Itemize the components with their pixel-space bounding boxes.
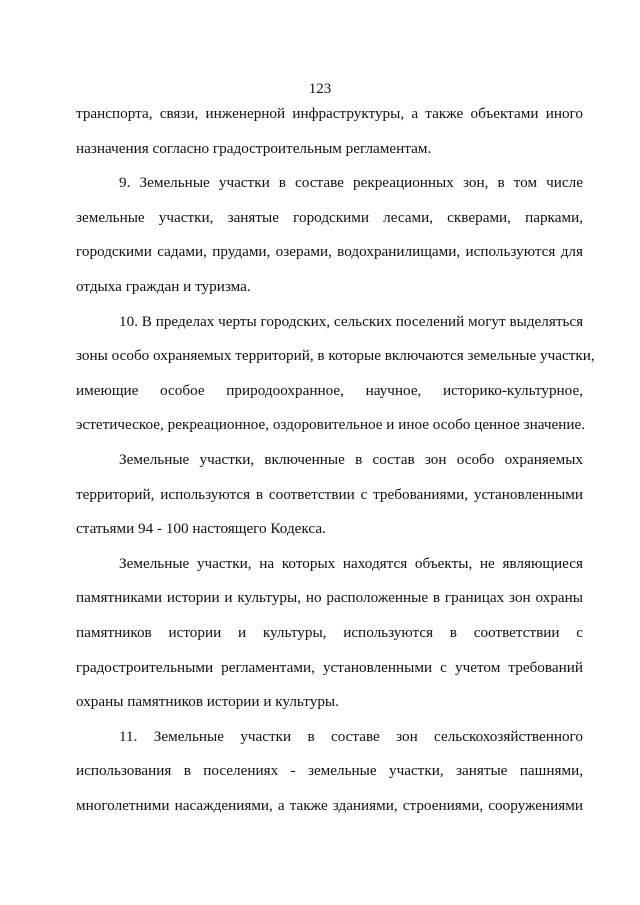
text-line-5: городскими садами, прудами, озерами, водохранилищами, используются для <box>76 243 583 261</box>
text-line-6: отдыха граждан и туризма. <box>76 277 251 295</box>
text-line-8: зоны особо охраняемых территорий, в которые включаются земельные участки, <box>76 347 595 365</box>
text-line-15: памятниками истории и культуры, но расположенные в границах зон охраны <box>76 589 583 607</box>
text-line-10: эстетическое, рекреационное, оздоровительное и иное особо ценное значение. <box>76 416 586 434</box>
text-line-19: 11. Земельные участки в составе зон сельскохозяйственного <box>119 727 583 745</box>
text-line-1: транспорта, связи, инженерной инфраструктуры, а также объектами иного <box>76 105 583 122</box>
text-line-21: многолетними насаждениями, а также зданиями, строениями, сооружениями <box>76 796 583 814</box>
text-line-7: 10. В пределах черты городских, сельских поселений могут выделяться <box>119 312 584 330</box>
text-line-20: использования в поселениях - земельные участки, занятые пашнями, <box>76 762 583 780</box>
text-line-16: памятников истории и культуры, используются в соответствии с <box>76 623 583 641</box>
page-number: 123 <box>308 81 332 97</box>
text-line-14: Земельные участки, на которых находятся объекты, не являющиеся <box>119 554 583 572</box>
text-line-17: градостроительными регламентами, установленными с учетом требований <box>76 658 583 676</box>
text-line-9: имеющие особое природоохранное, научное, историко-культурное, <box>76 381 583 399</box>
text-line-2: назначения согласно градостроительным регламентам. <box>76 139 432 157</box>
text-line-12: территорий, используются в соответствии с требованиями, установленными <box>76 485 583 503</box>
text-line-13: статьями 94 - 100 настоящего Кодекса. <box>76 520 326 538</box>
text-line-4: земельные участки, занятые городскими лесами, скверами, парками, <box>76 208 583 226</box>
document-body <box>76 103 595 829</box>
text-line-3: 9. Земельные участки в составе рекреационных зон, в том числе <box>119 174 583 192</box>
text-line-18: охраны памятников истории и культуры. <box>76 693 339 711</box>
text-line-11: Земельные участки, включенные в состав зон особо охраняемых <box>119 450 583 468</box>
